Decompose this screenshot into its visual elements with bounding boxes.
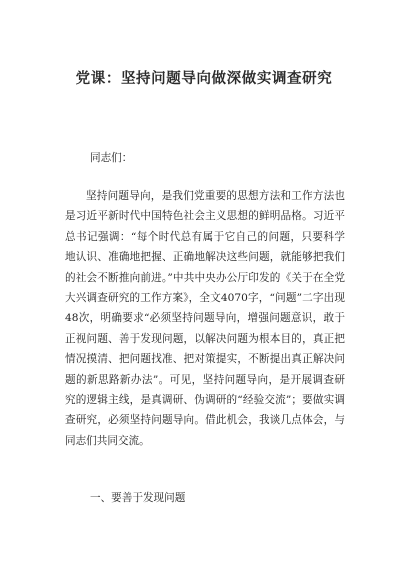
body-paragraph: 坚持问题导向，是我们党重要的思想方法和工作方法也是习近平新时代中国特色社会主义思想的鲜明品格。习近平总书记强调：“每个时代总有属于它自己的问题，只要科学地认识、准确地把握、正确地解决这些问题，就能够把我们的社会不断推向前进。”中共中央办公厅印发的《关于在全党大兴调查研究的工作方案》，全文4070字，“问题”二字出现48次，明确要求“必须坚持问题导向，增强问题意识，敢于正视问题、善于发现问题，以解决问题为根本目的，真正把情况摸清、把问题找准、把对策提实，不断提出真正解决问题的新思路新办法”。可见，坚持问题导向，是开展调查研究的逻辑主线，是真调研、伪调研的“经验交流”；要做实调查研究，必须坚持问题导向。借此机会，我谈几点体会，与同志们共同交流。: [65, 190, 345, 447]
section-heading: 一、要善于发现问题: [90, 492, 186, 504]
document-title: 党课：坚持问题导向做深做实调查研究: [75, 71, 333, 87]
salutation: 同志们：: [90, 152, 133, 164]
